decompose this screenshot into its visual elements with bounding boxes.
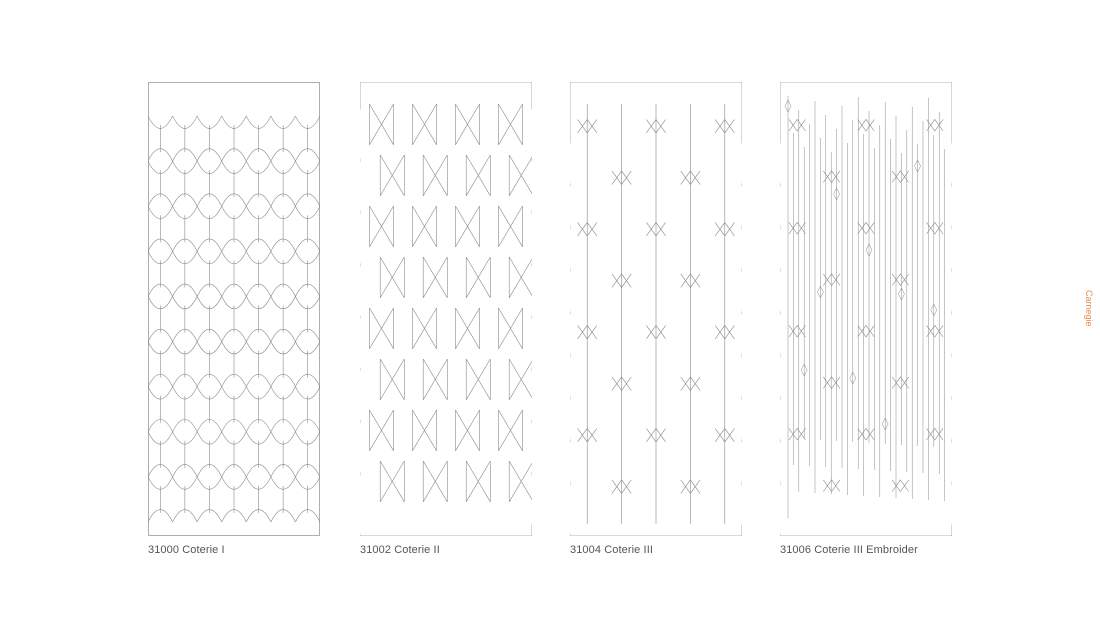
panel-coterie-i[interactable]: [148, 82, 320, 536]
pattern-diamond: [892, 171, 909, 183]
pattern-hourglass: [498, 410, 522, 451]
pattern-diamond: [927, 428, 944, 440]
pattern-diamond: [892, 480, 909, 492]
pattern-hourglass: [423, 461, 447, 502]
pattern-coterie-i: [148, 82, 320, 536]
pattern-hourglass: [380, 359, 404, 400]
pattern-coterie-iii-embroider: [780, 82, 952, 536]
pattern-diamond: [789, 325, 806, 337]
panel-outline: [360, 82, 532, 536]
pattern-hourglass: [380, 155, 404, 196]
panel-coterie-ii[interactable]: [360, 82, 532, 536]
pattern-diamond: [927, 119, 944, 131]
pattern-hourglass: [380, 257, 404, 298]
panel-coterie-iii-embroider[interactable]: [780, 82, 952, 536]
pattern-hourglass: [412, 308, 436, 349]
pattern-hourglass: [369, 206, 393, 247]
pattern-hourglass: [466, 257, 490, 298]
pattern-hourglass: [455, 410, 479, 451]
pattern-hourglass: [455, 104, 479, 145]
pattern-hourglass: [498, 308, 522, 349]
pattern-hourglass: [423, 155, 447, 196]
pattern-diamond: [858, 222, 875, 234]
caption-coterie-iii-embroider: 31006 Coterie III Embroider: [780, 544, 918, 556]
pattern-hourglass: [498, 104, 522, 145]
caption-coterie-i: 31000 Coterie I: [148, 544, 225, 556]
pattern-diamond: [858, 119, 875, 131]
pattern-hourglass: [369, 308, 393, 349]
pattern-hourglass: [412, 410, 436, 451]
pattern-coterie-iii: [570, 82, 742, 536]
pattern-hourglass: [466, 155, 490, 196]
pattern-hourglass: [412, 104, 436, 145]
pattern-hourglass: [498, 206, 522, 247]
pattern-hourglass: [466, 359, 490, 400]
pattern-hourglass: [423, 359, 447, 400]
pattern-hourglass: [509, 359, 532, 400]
pattern-diamond: [927, 325, 944, 337]
pattern-diamond: [892, 377, 909, 389]
pattern-diamond: [789, 222, 806, 234]
pattern-hourglass: [369, 104, 393, 145]
pattern-hourglass: [412, 206, 436, 247]
pattern-diamond: [858, 428, 875, 440]
pattern-hourglass: [466, 461, 490, 502]
pattern-diamond: [823, 480, 840, 492]
pattern-diamond: [927, 222, 944, 234]
pattern-diamond: [789, 428, 806, 440]
pattern-hourglass: [455, 206, 479, 247]
pattern-hourglass: [423, 257, 447, 298]
brand-logo: Carnegie: [1084, 290, 1094, 327]
caption-coterie-iii: 31004 Coterie III: [570, 544, 654, 556]
pattern-hourglass: [369, 410, 393, 451]
pattern-hourglass: [455, 308, 479, 349]
pattern-hourglass: [509, 155, 532, 196]
pattern-diamond: [892, 274, 909, 286]
panel-coterie-iii[interactable]: [570, 82, 742, 536]
pattern-hourglass: [509, 461, 532, 502]
pattern-diamond: [858, 325, 875, 337]
pattern-coterie-ii: [360, 82, 532, 536]
pattern-diamond: [789, 119, 806, 131]
caption-coterie-ii: 31002 Coterie II: [360, 544, 440, 556]
pattern-hourglass: [509, 257, 532, 298]
pattern-hourglass: [380, 461, 404, 502]
panel-outline: [780, 82, 952, 536]
